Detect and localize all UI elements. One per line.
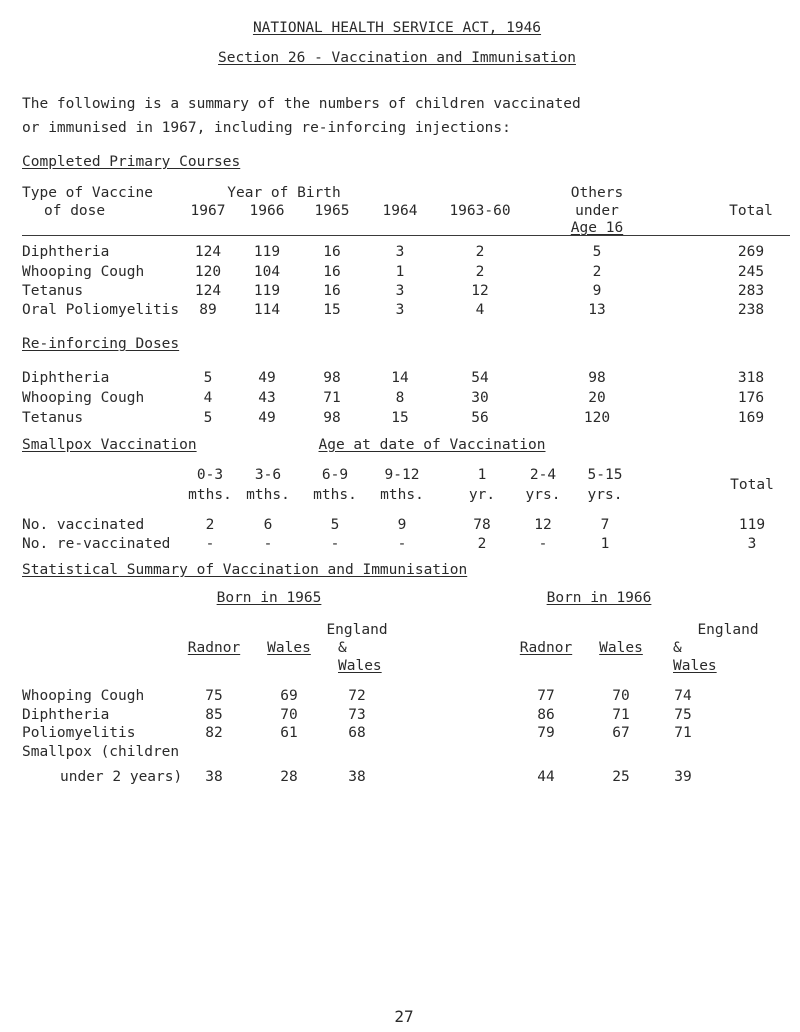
table-cell: 12 <box>534 517 552 533</box>
row-label: Tetanus <box>22 283 84 299</box>
born-1965-heading: Born in 1965 <box>216 590 322 606</box>
statistical-summary-heading: Statistical Summary of Vaccination and Immunisation <box>22 562 468 578</box>
table-cell: 49 <box>258 370 276 386</box>
table-cell: 98 <box>588 370 606 386</box>
table-cell: 89 <box>199 302 217 318</box>
table-cell: 5 <box>592 244 602 260</box>
table-cell: 124 <box>194 283 222 299</box>
age-column-unit: mths. <box>380 487 424 503</box>
row-label: No. re-vaccinated <box>22 536 171 552</box>
table-cell: 56 <box>471 410 489 426</box>
year-header: 1965 <box>314 203 350 219</box>
table-cell: 120 <box>194 264 222 280</box>
table-cell: 12 <box>471 283 489 299</box>
table-cell: 238 <box>737 302 765 318</box>
table-cell: 119 <box>738 517 766 533</box>
row-label-continued: under 2 years) <box>60 769 183 785</box>
age-column-unit: mths. <box>246 487 290 503</box>
table-cell: 5 <box>203 410 213 426</box>
table-cell: 114 <box>253 302 281 318</box>
table-cell: 5 <box>330 517 340 533</box>
table-cell: 6 <box>263 517 273 533</box>
year-of-birth-header: Year of Birth <box>227 185 341 201</box>
table-cell: 30 <box>471 390 489 406</box>
radnor-1966-header: Radnor <box>519 640 573 656</box>
row-label: Diphtheria <box>22 370 110 386</box>
table-cell: 2 <box>592 264 602 280</box>
table-cell: 85 <box>205 707 223 723</box>
table-cell: 283 <box>737 283 765 299</box>
year-header: 1963-60 <box>449 203 511 219</box>
table-cell: - <box>397 536 407 552</box>
table-cell: 98 <box>323 410 341 426</box>
table-cell: 16 <box>323 244 341 260</box>
age-column-header: 3-6 <box>254 467 282 483</box>
table-cell: 82 <box>205 725 223 741</box>
age-column-header: 2-4 <box>529 467 557 483</box>
row-label: No. vaccinated <box>22 517 145 533</box>
table-cell: - <box>538 536 548 552</box>
table-cell: - <box>263 536 273 552</box>
row-label: Smallpox (children <box>22 744 180 760</box>
radnor-1965-header: Radnor <box>187 640 241 656</box>
table-cell: 1 <box>395 264 405 280</box>
row-label: Diphtheria <box>22 244 110 260</box>
table-cell: 71 <box>674 725 692 741</box>
row-label: Diphtheria <box>22 707 110 723</box>
row-label: Whooping Cough <box>22 264 145 280</box>
header-divider <box>22 235 790 236</box>
table-cell: 104 <box>253 264 281 280</box>
intro-line-1: The following is a summary of the numbers of children vaccinated <box>22 96 581 112</box>
table-cell: 318 <box>737 370 765 386</box>
table-cell: 75 <box>674 707 692 723</box>
year-header: 1964 <box>382 203 418 219</box>
table-cell: 98 <box>323 370 341 386</box>
table-cell: 1 <box>600 536 610 552</box>
england-wales-1965-header: Wales <box>338 658 382 674</box>
primary-heading: Completed Primary Courses <box>22 154 241 170</box>
wales-1966-header: Wales <box>599 640 643 656</box>
table-cell: 9 <box>397 517 407 533</box>
table-cell: 4 <box>203 390 213 406</box>
smallpox-total-header: Total <box>730 477 774 493</box>
table-cell: 15 <box>323 302 341 318</box>
table-cell: 38 <box>348 769 366 785</box>
table-cell: 74 <box>674 688 692 704</box>
england-1966-header: England <box>697 622 759 638</box>
table-cell: 70 <box>612 688 630 704</box>
table-cell: 15 <box>391 410 409 426</box>
table-cell: 4 <box>475 302 485 318</box>
page-title: NATIONAL HEALTH SERVICE ACT, 1946 <box>252 20 542 36</box>
table-cell: - <box>330 536 340 552</box>
age-column-header: 9-12 <box>384 467 420 483</box>
table-cell: 75 <box>205 688 223 704</box>
table-cell: 67 <box>612 725 630 741</box>
table-cell: 78 <box>473 517 491 533</box>
row-label: Oral Poliomyelitis <box>22 302 180 318</box>
year-header: 1966 <box>249 203 285 219</box>
table-cell: 20 <box>588 390 606 406</box>
age-column-header: 5-15 <box>587 467 623 483</box>
table-cell: 2 <box>205 517 215 533</box>
england-wales-1966-header: Wales <box>673 658 717 674</box>
table-cell: 86 <box>537 707 555 723</box>
table-cell: 16 <box>323 264 341 280</box>
table-cell: 39 <box>674 769 692 785</box>
born-1966-heading: Born in 1966 <box>546 590 652 606</box>
smallpox-heading: Smallpox Vaccination <box>22 437 197 453</box>
table-cell: 70 <box>280 707 298 723</box>
table-cell: 269 <box>737 244 765 260</box>
england-1965-header: England <box>326 622 388 638</box>
age-column-header: 1 <box>477 467 487 483</box>
year-header: 1967 <box>190 203 226 219</box>
table-cell: 72 <box>348 688 366 704</box>
table-cell: 61 <box>280 725 298 741</box>
table-cell: 13 <box>588 302 606 318</box>
table-cell: 9 <box>592 283 602 299</box>
wales-1965-header: Wales <box>267 640 311 656</box>
table-cell: 69 <box>280 688 298 704</box>
table-cell: 77 <box>537 688 555 704</box>
table-cell: 54 <box>471 370 489 386</box>
type-of-vaccine-header: Type of Vaccine <box>22 185 153 201</box>
table-cell: 16 <box>323 283 341 299</box>
reinforcing-heading: Re-inforcing Doses <box>22 336 180 352</box>
table-cell: 3 <box>395 283 405 299</box>
table-cell: - <box>205 536 215 552</box>
england-and-1966-header: & <box>673 640 682 656</box>
age-column-unit: yr. <box>468 487 496 503</box>
total-header: Total <box>729 203 773 219</box>
row-label: Poliomyelitis <box>22 725 136 741</box>
table-cell: 73 <box>348 707 366 723</box>
age-at-vaccination-heading: Age at date of Vaccination <box>318 437 546 453</box>
table-cell: 245 <box>737 264 765 280</box>
age-column-unit: yrs. <box>587 487 623 503</box>
table-cell: 38 <box>205 769 223 785</box>
table-cell: 71 <box>323 390 341 406</box>
age-column-unit: mths. <box>188 487 232 503</box>
table-cell: 25 <box>612 769 630 785</box>
others-age-header: Age 16 <box>570 220 624 236</box>
page-number: 27 <box>394 1007 414 1026</box>
others-under-header: under <box>575 203 619 219</box>
table-cell: 3 <box>395 302 405 318</box>
table-cell: 71 <box>612 707 630 723</box>
section-heading: Section 26 - Vaccination and Immunisation <box>218 50 576 66</box>
age-column-unit: mths. <box>313 487 357 503</box>
of-dose-header: of dose <box>44 203 106 219</box>
table-cell: 14 <box>391 370 409 386</box>
table-cell: 49 <box>258 410 276 426</box>
table-cell: 124 <box>194 244 222 260</box>
row-label: Tetanus <box>22 410 84 426</box>
row-label: Whooping Cough <box>22 688 145 704</box>
table-cell: 2 <box>477 536 487 552</box>
table-cell: 5 <box>203 370 213 386</box>
table-cell: 28 <box>280 769 298 785</box>
table-cell: 120 <box>583 410 611 426</box>
table-cell: 68 <box>348 725 366 741</box>
table-cell: 119 <box>253 283 281 299</box>
intro-line-2: or immunised in 1967, including re-inforcing injections: <box>22 120 511 136</box>
table-cell: 119 <box>253 244 281 260</box>
table-cell: 169 <box>737 410 765 426</box>
table-cell: 7 <box>600 517 610 533</box>
row-label: Whooping Cough <box>22 390 145 406</box>
table-cell: 2 <box>475 244 485 260</box>
table-cell: 3 <box>395 244 405 260</box>
table-cell: 176 <box>737 390 765 406</box>
table-cell: 44 <box>537 769 555 785</box>
england-and-1965-header: & <box>338 640 347 656</box>
age-column-header: 6-9 <box>321 467 349 483</box>
age-column-header: 0-3 <box>196 467 224 483</box>
table-cell: 3 <box>747 536 757 552</box>
table-cell: 79 <box>537 725 555 741</box>
table-cell: 43 <box>258 390 276 406</box>
table-cell: 8 <box>395 390 405 406</box>
others-header: Others <box>570 185 624 201</box>
table-cell: 2 <box>475 264 485 280</box>
age-column-unit: yrs. <box>525 487 561 503</box>
